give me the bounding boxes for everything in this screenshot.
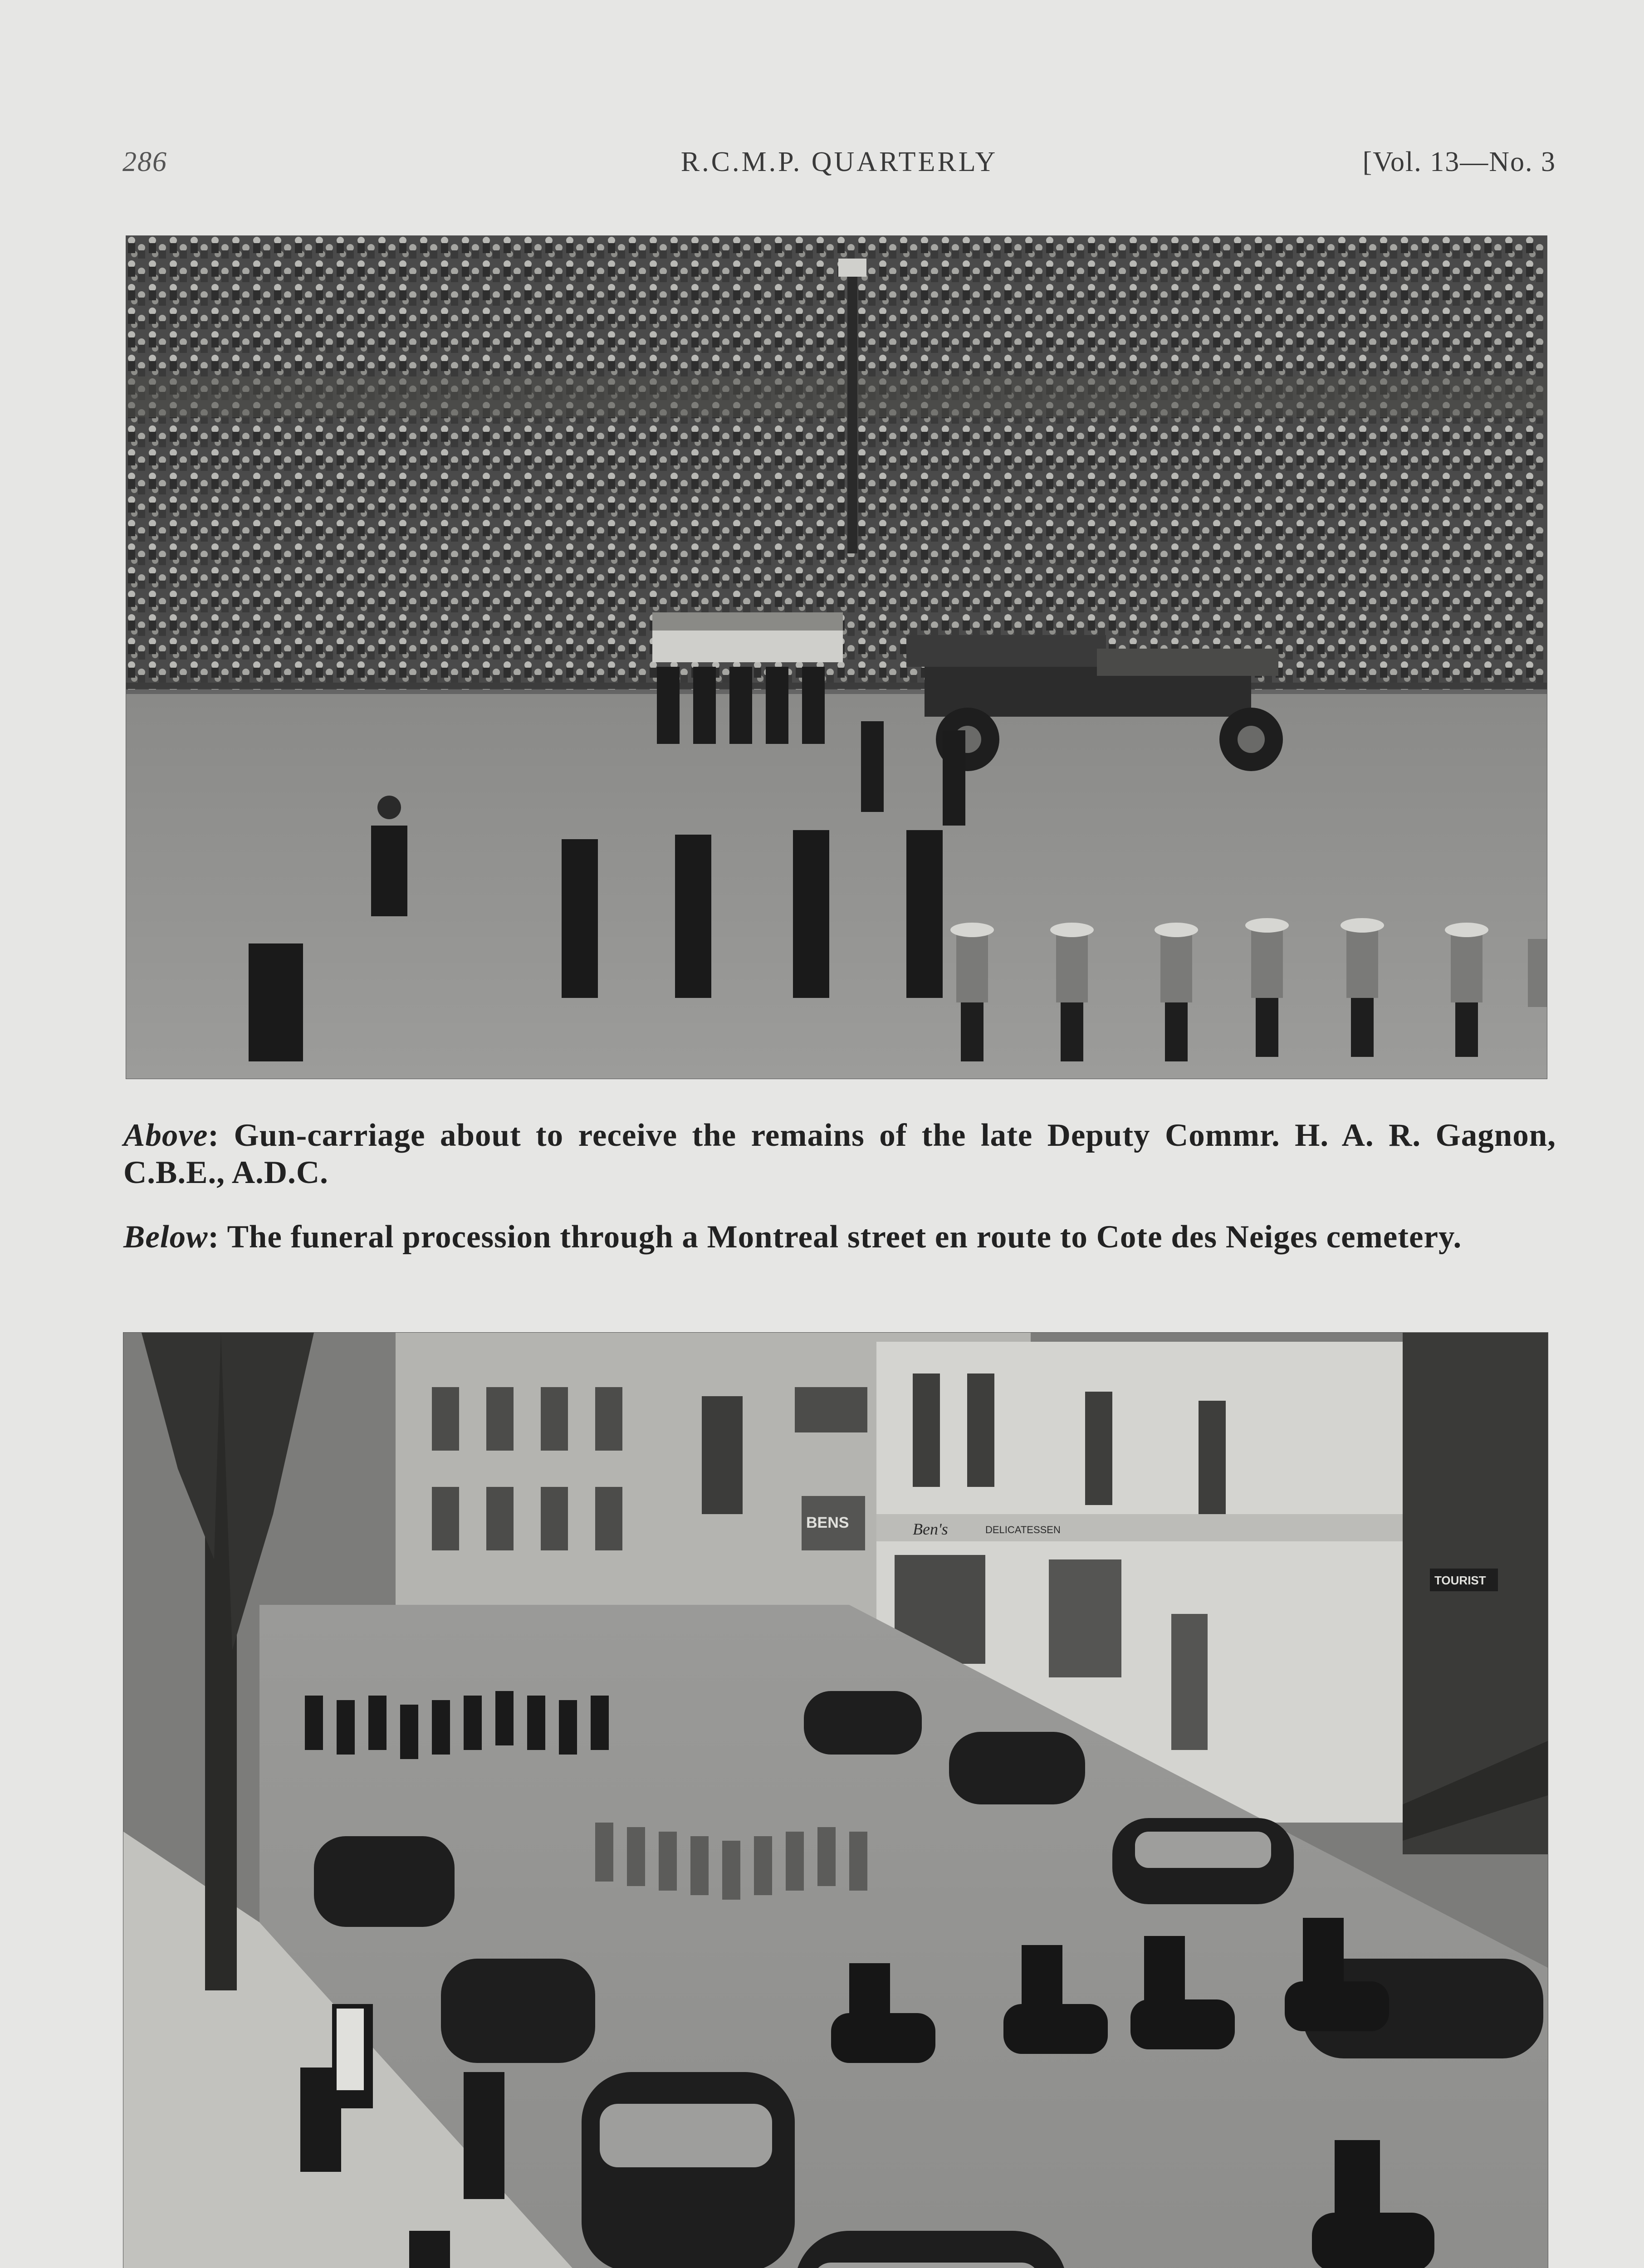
photo-funeral-procession [123,1333,1548,2268]
volume-issue: [Vol. 13—No. 3 [1362,147,1556,177]
caption-above-text: : Gun-carriage about to receive the remains of the late Deputy Commr. H. A. R. Gagnon, C.B.E., A.D.C. [123,1118,1556,1190]
caption-below-text: : The funeral procession through a Montreal street en route to Cote des Neiges cemetery. [208,1219,1462,1255]
page-number: 286 [122,147,167,177]
running-head [122,146,1556,187]
sign-bens-shop: Ben's [913,1520,948,1538]
photo-gun-carriage [126,236,1547,1079]
caption-below-lead: Below [123,1219,208,1255]
caption-above [123,1117,1556,1191]
sign-bens-vertical: BENS [806,1514,849,1531]
photo-funeral-procession-image [123,1333,1548,2268]
caption-below [123,1218,1556,1256]
journal-title: R.C.M.P. QUARTERLY [680,147,998,177]
caption-above-lead: Above [123,1118,208,1153]
sign-delicatessen: DELICATESSEN [985,1524,1061,1535]
photo-gun-carriage-image [126,236,1547,1079]
sign-tourist: TOURIST [1434,1574,1486,1587]
